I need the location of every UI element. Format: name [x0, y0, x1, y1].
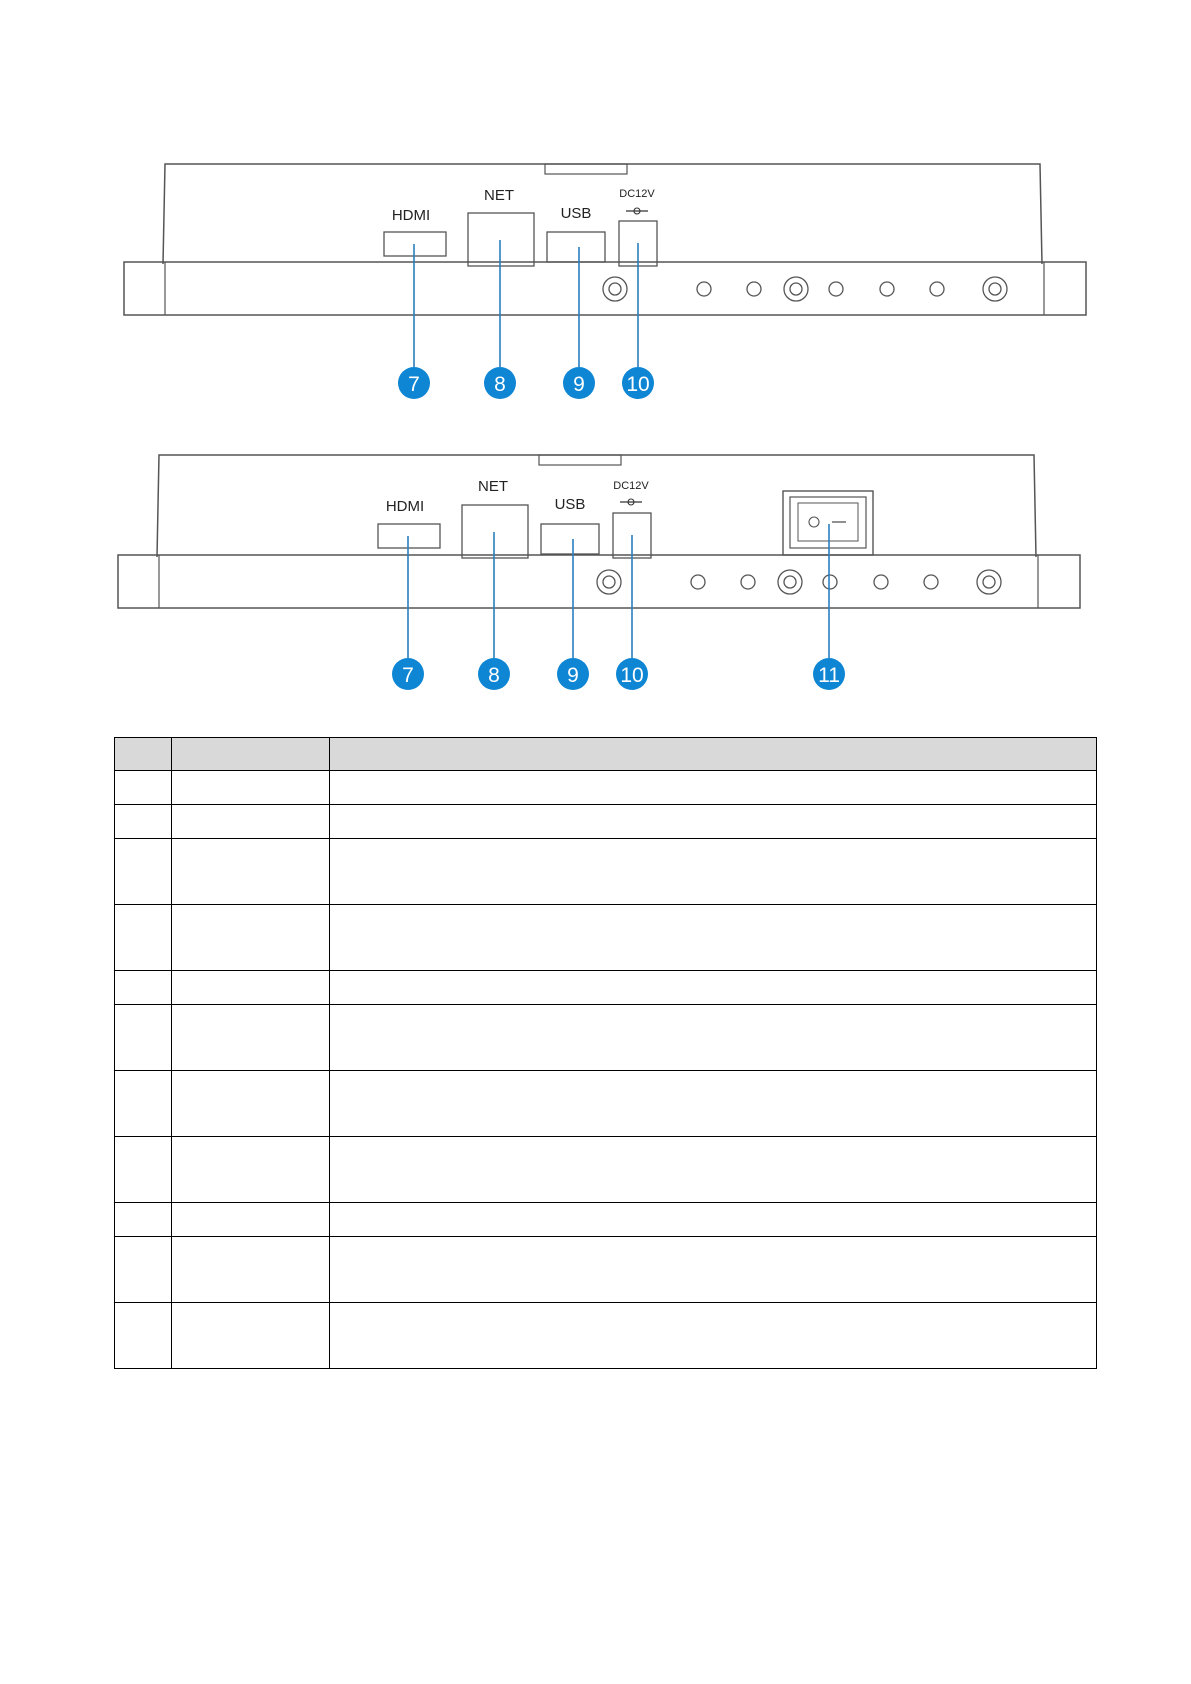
frame-outline [118, 555, 1080, 608]
cell-description [330, 1005, 1097, 1071]
table-body [115, 771, 1097, 1369]
svg-text:7: 7 [408, 373, 420, 396]
usb-port [541, 524, 599, 554]
port-description-table [114, 737, 1097, 1369]
table-row [115, 971, 1097, 1005]
device-diagram-top [0, 150, 1191, 410]
cell-number [115, 839, 172, 905]
cell-name [172, 1005, 330, 1071]
table-row [115, 1137, 1097, 1203]
cell-number [115, 1005, 172, 1071]
net-port [462, 505, 528, 558]
net-port [468, 213, 534, 266]
callout-lines [408, 524, 829, 658]
table-row [115, 1005, 1097, 1071]
callout-10 [622, 367, 654, 399]
cell-name [172, 905, 330, 971]
cell-number [115, 771, 172, 805]
cell-name [172, 971, 330, 1005]
cell-name [172, 1137, 330, 1203]
callout-7 [392, 658, 424, 690]
table-row [115, 805, 1097, 839]
cell-number [115, 1203, 172, 1237]
cell-name [172, 1303, 330, 1369]
svg-text:7: 7 [402, 664, 414, 687]
svg-text:8: 8 [494, 373, 506, 396]
dc-polarity-icon [626, 208, 648, 214]
cell-description [330, 839, 1097, 905]
svg-text:9: 9 [573, 373, 585, 396]
frame-screws [603, 277, 1007, 301]
callout-9 [557, 658, 589, 690]
cell-number [115, 1237, 172, 1303]
hdmi-label: HDMI [385, 498, 425, 515]
cell-number [115, 805, 172, 839]
power-switch [783, 491, 873, 555]
table-row [115, 839, 1097, 905]
cell-description [330, 1303, 1097, 1369]
dc-label: DC12V [613, 480, 649, 492]
cell-number [115, 1071, 172, 1137]
cell-description [330, 771, 1097, 805]
cell-description [330, 1071, 1097, 1137]
device-diagram-bottom-svg [0, 440, 1191, 710]
table-row [115, 771, 1097, 805]
net-label: NET [478, 478, 508, 495]
frame-outline [124, 262, 1086, 315]
cell-description [330, 805, 1097, 839]
header-cell-number [115, 738, 172, 771]
table-row [115, 1203, 1097, 1237]
housing-outline [163, 164, 1042, 264]
usb-port [547, 232, 605, 262]
cell-name [172, 1203, 330, 1237]
callout-10 [616, 658, 648, 690]
cell-number [115, 971, 172, 1005]
device-diagram-top-svg [0, 150, 1191, 410]
hdmi-port [378, 524, 440, 548]
usb-label: USB [560, 205, 592, 222]
housing-outline [157, 455, 1036, 557]
header-cell-description [330, 738, 1097, 771]
table-row [115, 1303, 1097, 1369]
dc-polarity-icon [620, 499, 642, 505]
dc-label: DC12V [619, 188, 655, 200]
callout-11 [813, 658, 845, 690]
cell-number [115, 905, 172, 971]
svg-text:11: 11 [818, 664, 840, 687]
cell-number [115, 1303, 172, 1369]
frame-screws [597, 570, 1001, 594]
cell-name [172, 1237, 330, 1303]
header-cell-name [172, 738, 330, 771]
svg-text:9: 9 [567, 664, 579, 687]
cell-description [330, 1237, 1097, 1303]
svg-text:10: 10 [620, 664, 644, 687]
svg-text:10: 10 [626, 373, 650, 396]
usb-label: USB [554, 496, 586, 513]
table-row [115, 1237, 1097, 1303]
hdmi-label: HDMI [391, 207, 431, 224]
callout-7 [398, 367, 430, 399]
callout-8 [484, 367, 516, 399]
callout-8 [478, 658, 510, 690]
hdmi-port [384, 232, 446, 256]
cell-name [172, 839, 330, 905]
table-header-row [115, 738, 1097, 771]
callout-9 [563, 367, 595, 399]
cell-name [172, 1071, 330, 1137]
table-row [115, 1071, 1097, 1137]
device-diagram-bottom [0, 440, 1191, 710]
cell-description [330, 1137, 1097, 1203]
cell-name [172, 771, 330, 805]
cell-number [115, 1137, 172, 1203]
svg-text:8: 8 [488, 664, 500, 687]
cell-description [330, 905, 1097, 971]
cell-description [330, 1203, 1097, 1237]
net-label: NET [484, 187, 514, 204]
cell-name [172, 805, 330, 839]
table-row [115, 905, 1097, 971]
cell-description [330, 971, 1097, 1005]
top-tab [545, 164, 627, 174]
top-tab [539, 455, 621, 465]
